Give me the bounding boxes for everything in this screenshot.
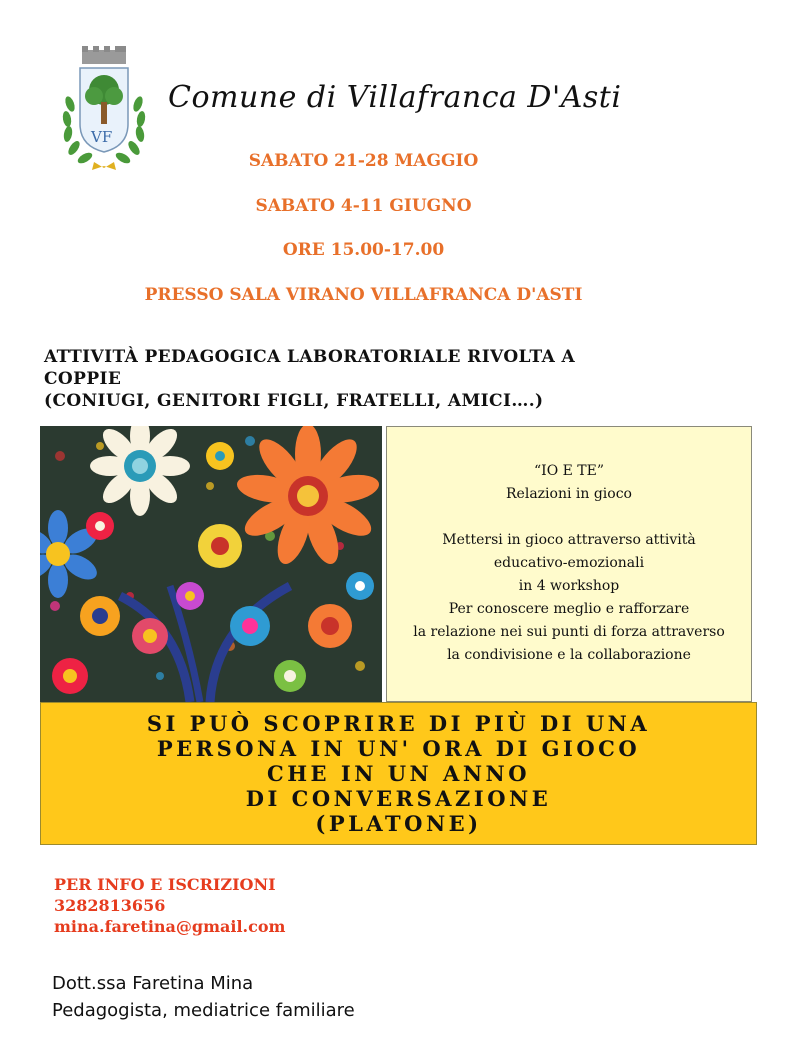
date-june: SABATO 4-11 GIUGNO [255, 196, 472, 216]
spacer [387, 506, 751, 529]
contact-email[interactable]: mina.faretina@gmail.com [54, 917, 286, 936]
activity-line-2: COPPIE [44, 369, 122, 389]
workshop-line: Per conoscere meglio e rafforzare [448, 601, 690, 617]
workshop-line: la relazione nei sui punti di forza attraverso [413, 624, 725, 640]
workshop-line: Mettersi in gioco attraverso attività [442, 532, 696, 548]
workshop-title: “IO E TE” [534, 463, 604, 479]
quote-attribution: (PLATONE) [315, 811, 482, 836]
workshop-line: la condivisione e la collaborazione [447, 647, 691, 663]
date-may: SABATO 21-28 MAGGIO [248, 151, 479, 171]
contact-heading: PER INFO E ISCRIZIONI [54, 875, 276, 894]
venue: PRESSO SALA VIRANO VILLAFRANCA D'ASTI [144, 285, 583, 305]
activity-description [44, 346, 764, 412]
workshop-info-box [386, 426, 752, 702]
author-name: Dott.ssa Faretina Mina [52, 973, 254, 994]
contact-info [54, 874, 285, 937]
quote-line: CHE IN UN ANNO [267, 761, 530, 786]
author-role: Pedagogista, mediatrice familiare [52, 1000, 355, 1021]
workshop-subtitle: Relazioni in gioco [506, 486, 632, 502]
workshop-line: in 4 workshop [518, 578, 620, 594]
quote-line: PERSONA IN UN' ORA DI GIOCO [156, 736, 641, 761]
author-signature [52, 970, 355, 1024]
time-range: ORE 15.00-17.00 [282, 240, 445, 260]
quote-line: SI PUÒ SCOPRIRE DI PIÙ DI UNA [146, 711, 651, 736]
activity-line-1: ATTIVITÀ PEDAGOGICA LABORATORIALE RIVOLTA A [44, 347, 576, 367]
plato-quote-box [40, 702, 757, 845]
municipality-title: Comune di Villafranca D'Asti [168, 80, 622, 115]
workshop-line: educativo-emozionali [493, 555, 645, 571]
quote-line: DI CONVERSAZIONE [245, 786, 552, 811]
crest-letters: VF [91, 128, 113, 146]
activity-line-3: (CONIUGI, GENITORI FIGLI, FRATELLI, AMICI….) [44, 391, 544, 411]
contact-phone[interactable]: 3282813656 [54, 896, 166, 915]
mosaic-flowers-image [40, 426, 382, 702]
